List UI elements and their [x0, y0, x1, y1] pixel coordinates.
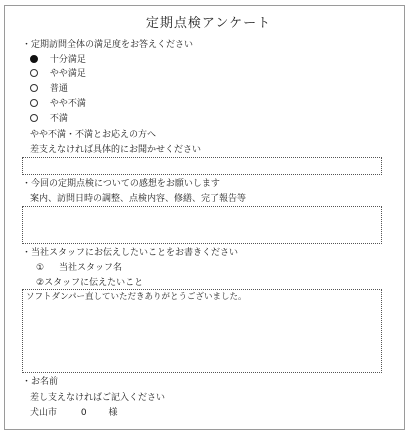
radio-unselected-icon[interactable]: [30, 69, 38, 77]
name-honorific: 様: [108, 408, 118, 418]
q1-option-3-label: 普通: [49, 84, 68, 94]
q3-item-2-label: ②スタッフに伝えたいこと: [36, 278, 144, 288]
q1-option-2-label: やや満足: [49, 69, 86, 79]
q4-hint: 差し支えなければご記入ください: [30, 393, 166, 403]
radio-selected-icon[interactable]: [30, 55, 38, 63]
radio-unselected-icon[interactable]: [30, 99, 38, 107]
q1-followup-line1: やや不満・不満とお応えの方へ: [30, 130, 157, 140]
q1-option-5[interactable]: [30, 114, 68, 125]
q2-question: ・今回の定期点検についての感想をお願いします: [22, 179, 220, 189]
q1-option-1[interactable]: [30, 55, 86, 66]
q1-option-4[interactable]: [30, 99, 86, 110]
q3-item-1: [36, 263, 122, 274]
q2-answer-box[interactable]: [22, 206, 382, 244]
name-city: 犬山市: [30, 408, 58, 418]
radio-unselected-icon[interactable]: [30, 114, 38, 122]
q4-question: ・お名前: [22, 377, 59, 387]
q1-followup-line2: 差支えなければ具体的にお聞かせください: [30, 145, 202, 155]
radio-unselected-icon[interactable]: [30, 84, 38, 92]
q3-answer-box[interactable]: ソフトダンパー直していただきありがとうございました。: [22, 289, 382, 373]
q3-item-1-marker: ①: [36, 263, 45, 273]
q1-question: ・定期訪問全体の満足度をお答えください: [22, 40, 194, 50]
page-title: 定期点検アンケート: [145, 16, 272, 31]
q1-option-4-label: やや不満: [49, 99, 86, 109]
q1-option-3[interactable]: [30, 84, 68, 95]
q1-answer-box[interactable]: [22, 157, 382, 175]
name-value: 0: [80, 408, 87, 418]
q3-question: ・当社スタッフにお伝えしたいことをお書きください: [22, 248, 239, 258]
q3-item-1-label: 当社スタッフ名: [58, 263, 122, 273]
q1-option-2[interactable]: [30, 69, 86, 80]
q2-hint: 案内、訪問日時の調整、点検内容、修繕、完了報告等: [30, 194, 247, 204]
name-field[interactable]: [30, 408, 118, 419]
q1-option-5-label: 不満: [49, 114, 68, 124]
q1-option-1-label: 十分満足: [49, 55, 86, 65]
